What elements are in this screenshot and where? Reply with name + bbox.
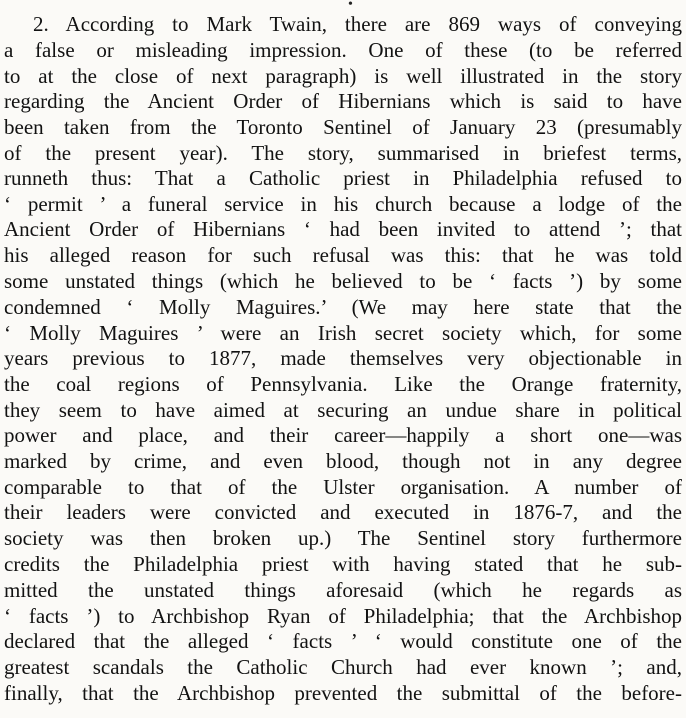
text-line-13: ‘ Molly Maguires ’ were an Irish secret society which, for some	[4, 321, 682, 345]
text-line-10: his alleged reason for such refusal was this: that he was told	[4, 243, 682, 267]
top-ink-mark: •	[348, 0, 353, 12]
text-line-27: finally, that the Archbishop prevented the submittal of the before-	[4, 681, 682, 705]
text-line-16: they seem to have aimed at securing an undue share in political	[4, 398, 682, 422]
text-line-7: runneth thus: That a Catholic priest in Philadelphia refused to	[4, 166, 682, 190]
text-line-17: power and place, and their career—happily a short one—was	[4, 423, 682, 447]
text-line-14: years previous to 1877, made themselves very objectionable in	[4, 346, 682, 370]
text-line-15: the coal regions of Pennsylvania. Like the Orange fraternity,	[4, 372, 682, 396]
text-line-18: marked by crime, and even blood, though not in any degree	[4, 449, 682, 473]
text-line-25: declared that the alleged ‘ facts ’ ‘ would constitute one of the	[4, 629, 682, 653]
text-line-8: ‘ permit ’ a funeral service in his church because a lodge of the	[4, 192, 682, 216]
text-line-22: credits the Philadelphia priest with having stated that he sub-	[4, 552, 682, 576]
text-line-4: regarding the Ancient Order of Hibernians which is said to have	[4, 89, 682, 113]
text-line-5: been taken from the Toronto Sentinel of January 23 (presumably	[4, 115, 682, 139]
text-line-11: some unstated things (which he believed to be ‘ facts ’) by some	[4, 269, 682, 293]
text-line-12: condemned ‘ Molly Maguires.’ (We may here state that the	[4, 295, 682, 319]
text-line-26: greatest scandals the Catholic Church had ever known ’; and,	[4, 655, 682, 679]
text-line-3: to at the close of next paragraph) is well illustrated in the story	[4, 64, 682, 88]
text-line-6: of the present year). The story, summarised in briefest terms,	[4, 141, 682, 165]
text-line-20: their leaders were convicted and executed in 1876-7, and the	[4, 500, 682, 524]
text-line-24: ‘ facts ’) to Archbishop Ryan of Philadelphia; that the Archbishop	[4, 604, 682, 628]
text-line-23: mitted the unstated things aforesaid (which he regards as	[4, 578, 682, 602]
text-line-1: 2. According to Mark Twain, there are 869 ways of conveying	[33, 12, 682, 36]
text-line-2: a false or misleading impression. One of these (to be referred	[4, 38, 682, 62]
text-line-9: Ancient Order of Hibernians ‘ had been invited to attend ’; that	[4, 217, 682, 241]
text-line-21: society was then broken up.) The Sentinel story furthermore	[4, 526, 682, 550]
text-line-19: comparable to that of the Ulster organisation. A number of	[4, 475, 682, 499]
